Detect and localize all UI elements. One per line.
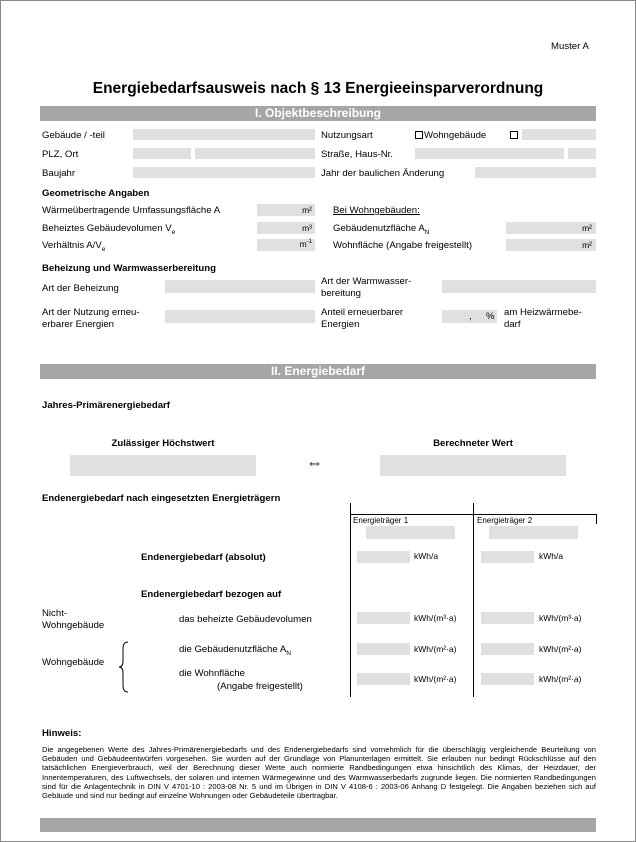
volumen-label: Beheiztes Gebäudevolumen V bbox=[42, 223, 172, 234]
jahr-aenderung-label: Jahr der baulichen Änderung bbox=[321, 168, 445, 179]
gebaeudenutzflaeche-subscript: N bbox=[286, 649, 291, 657]
plz-field[interactable] bbox=[133, 148, 191, 159]
energietraeger-2-field[interactable] bbox=[489, 526, 578, 539]
nutzung-erneuerbar-label-2: erbarer Energien bbox=[42, 319, 114, 330]
hausnr-field[interactable] bbox=[568, 148, 596, 159]
other-nutzungsart-checkbox[interactable] bbox=[510, 131, 518, 139]
anteil-percent-sign: % bbox=[486, 311, 495, 322]
nicht-wohngebaeude-label-2: Wohngebäude bbox=[42, 620, 105, 631]
verhaeltnis-unit: m bbox=[299, 239, 307, 249]
wohnflaeche-traeger1-unit: kWh/(m²·a) bbox=[414, 674, 457, 684]
plz-ort-label: PLZ, Ort bbox=[42, 149, 79, 160]
hinweis-text: Die angegebenen Werte des Jahres-Primärenergiebedarfs und des Endenergiebedarfs sind vornehmlich für die überschlägig vergleichende Beurteilung von Gebäuden und Gebäudeentwürfen vorgesehen. Sie wurden auf der Grundlage von Planunterlagen ermittelt. Sie erlauben nur bedingt Rückschlüsse auf den tatsächlichen Energieverbrauch, weil der Berechnung dieser Werte auch normierte Randbedingungen etwa hinsichtlich des Klimas, der Heizdauer, der Innentemperaturen, des Luftwechsels, der solaren und internen Wärmegewinne und des Warmwasserbedarfs zugrunde liegen. Die normierten Randbedingungen sind für die Anlagentechnik in DIN V 4701-10 : 2003-08 Nr. 5 und im Übrigen in DIN V 4108-6 : 2003-06 Anhang D festgelegt. Die Angaben beziehen sich auf Gebäude und sind nur bedingt auf einzelne Wohnungen oder Gebäudeteile übertragbar. bbox=[42, 745, 596, 801]
waermeflaeche-unit: m² bbox=[302, 205, 312, 215]
strasse-label: Straße, Haus-Nr. bbox=[321, 149, 393, 160]
verhaeltnis-label: Verhältnis A/V bbox=[42, 240, 102, 251]
volumen-subscript: e bbox=[171, 228, 176, 236]
anteil-decimal-comma: , bbox=[469, 311, 472, 322]
beheiztes-volumen-label: das beheizte Gebäudevolumen bbox=[179, 614, 312, 625]
nutzflaeche-subscript: N bbox=[424, 228, 430, 236]
absolut-traeger2-field[interactable] bbox=[481, 551, 534, 563]
endenergiebedarf-heading: Endenergiebedarf nach eingesetzten Energieträgern bbox=[42, 493, 281, 504]
gebaeude-field[interactable] bbox=[133, 129, 315, 140]
geometrische-angaben-heading: Geometrische Angaben bbox=[42, 188, 150, 199]
nutzflaeche-traeger2-field[interactable] bbox=[481, 643, 534, 655]
wohnflaeche-row-label-2: (Angabe freigestellt) bbox=[217, 681, 303, 692]
wohnflaeche-traeger2-field[interactable] bbox=[481, 673, 534, 685]
volumen-traeger2-unit: kWh/(m³·a) bbox=[539, 613, 582, 623]
nutzflaeche-label-wrap bbox=[333, 223, 429, 236]
wohngebaeude-option-label: Wohngebäude bbox=[424, 130, 487, 141]
volumen-traeger1-field[interactable] bbox=[357, 612, 410, 624]
traeger-table-right-line bbox=[596, 514, 597, 524]
absolut-traeger2-unit: kWh/a bbox=[539, 551, 564, 561]
energietraeger-1-field[interactable] bbox=[366, 526, 455, 539]
nutzflaeche-traeger1-field[interactable] bbox=[357, 643, 410, 655]
absolut-traeger1-unit: kWh/a bbox=[414, 551, 439, 561]
nutzflaeche-label: Gebäudenutzfläche A bbox=[333, 223, 425, 234]
art-warmwasser-field[interactable] bbox=[442, 280, 596, 293]
primaerenergiebedarf-heading: Jahres-Primärenergiebedarf bbox=[42, 400, 170, 411]
verhaeltnis-label-wrap bbox=[42, 240, 105, 253]
wohnflaeche-traeger1-field[interactable] bbox=[357, 673, 410, 685]
compare-arrow-icon: ⇔ bbox=[306, 453, 323, 472]
baujahr-field[interactable] bbox=[133, 167, 315, 178]
berechneter-wert-field[interactable] bbox=[380, 455, 566, 476]
traeger-table-left-line bbox=[350, 503, 351, 697]
beheizung-heading: Beheizung und Warmwasserbereitung bbox=[42, 263, 216, 274]
volumen-label-wrap bbox=[42, 223, 175, 236]
strasse-field[interactable] bbox=[415, 148, 564, 159]
wohnflaeche-traeger2-unit: kWh/(m²·a) bbox=[539, 674, 582, 684]
gebaeude-label: Gebäude / -teil bbox=[42, 130, 105, 141]
ort-field[interactable] bbox=[195, 148, 315, 159]
hinweis-heading: Hinweis: bbox=[42, 728, 82, 739]
am-heizwaermebedarf-label-1: am Heizwärmebe- bbox=[504, 307, 582, 318]
energietraeger-2-label: Energieträger 2 bbox=[477, 516, 533, 525]
section-energiebedarf-bar: II. Energiebedarf bbox=[40, 364, 596, 379]
art-warmwasser-label-2: bereitung bbox=[321, 288, 362, 299]
wohngebaeude-checkbox[interactable] bbox=[415, 131, 423, 139]
jahr-aenderung-field[interactable] bbox=[475, 167, 596, 178]
volumen-unit: m³ bbox=[302, 223, 312, 233]
nicht-wohngebaeude-label-1: Nicht- bbox=[42, 608, 68, 619]
other-nutzungsart-field[interactable] bbox=[522, 129, 596, 140]
endenergiebedarf-absolut-label: Endenergiebedarf (absolut) bbox=[141, 552, 266, 563]
gebaeudenutzflaeche-label-wrap bbox=[179, 644, 291, 657]
traeger-table-middle-line bbox=[473, 503, 474, 697]
baujahr-label: Baujahr bbox=[42, 168, 76, 179]
absolut-traeger1-field[interactable] bbox=[357, 551, 410, 563]
verhaeltnis-unit-exponent: -1 bbox=[306, 239, 312, 246]
waermeflaeche-label: Wärmeübertragende Umfassungsfläche A bbox=[42, 205, 221, 216]
am-heizwaermebedarf-label-2: darf bbox=[504, 319, 521, 330]
anteil-erneuerbar-label-2: Energien bbox=[321, 319, 360, 330]
zulaessiger-hoechstwert-label: Zulässiger Höchstwert bbox=[111, 438, 215, 449]
footer-bar bbox=[40, 818, 596, 832]
nutzflaeche-traeger1-unit: kWh/(m²·a) bbox=[414, 644, 457, 654]
section-objektbeschreibung-bar: I. Objektbeschreibung bbox=[40, 106, 596, 121]
volumen-traeger1-unit: kWh/(m³·a) bbox=[414, 613, 457, 623]
zulaessiger-hoechstwert-field[interactable] bbox=[70, 455, 256, 476]
art-beheizung-field[interactable] bbox=[165, 280, 315, 293]
verhaeltnis-unit-wrap bbox=[290, 239, 312, 249]
nutzung-erneuerbar-field[interactable] bbox=[165, 310, 315, 323]
wohnflaeche-row-label-1: die Wohnfläche bbox=[179, 668, 245, 679]
nutzflaeche-traeger2-unit: kWh/(m²·a) bbox=[539, 644, 582, 654]
art-beheizung-label: Art der Beheizung bbox=[42, 283, 119, 294]
volumen-traeger2-field[interactable] bbox=[481, 612, 534, 624]
nutzflaeche-unit: m² bbox=[582, 223, 592, 233]
endenergiebedarf-bezogen-label: Endenergiebedarf bezogen auf bbox=[141, 589, 282, 600]
energietraeger-1-label: Energieträger 1 bbox=[353, 516, 409, 525]
nutzung-erneuerbar-label-1: Art der Nutzung erneu- bbox=[42, 307, 140, 318]
wohnflaeche-label: Wohnfläche (Angabe freigestellt) bbox=[333, 240, 473, 251]
berechneter-wert-label: Berechneter Wert bbox=[433, 438, 513, 449]
page-title: Energiebedarfsausweis nach § 13 Energieeinsparverordnung bbox=[92, 80, 544, 97]
bei-wohngebaeuden-heading: Bei Wohngebäuden: bbox=[333, 205, 420, 216]
anteil-erneuerbar-label-1: Anteil erneuerbarer bbox=[321, 307, 404, 318]
wohngebaeude-group-label: Wohngebäude bbox=[42, 657, 105, 668]
verhaeltnis-subscript: e bbox=[101, 245, 106, 253]
wohnflaeche-unit: m² bbox=[582, 240, 592, 250]
gebaeudenutzflaeche-label: die Gebäudenutzfläche A bbox=[179, 644, 287, 655]
art-warmwasser-label-1: Art der Warmwasser- bbox=[321, 276, 412, 287]
nutzungsart-label: Nutzungsart bbox=[321, 130, 373, 141]
wohngebaeude-brace-icon bbox=[118, 641, 130, 693]
muster-label: Muster A bbox=[551, 41, 589, 52]
